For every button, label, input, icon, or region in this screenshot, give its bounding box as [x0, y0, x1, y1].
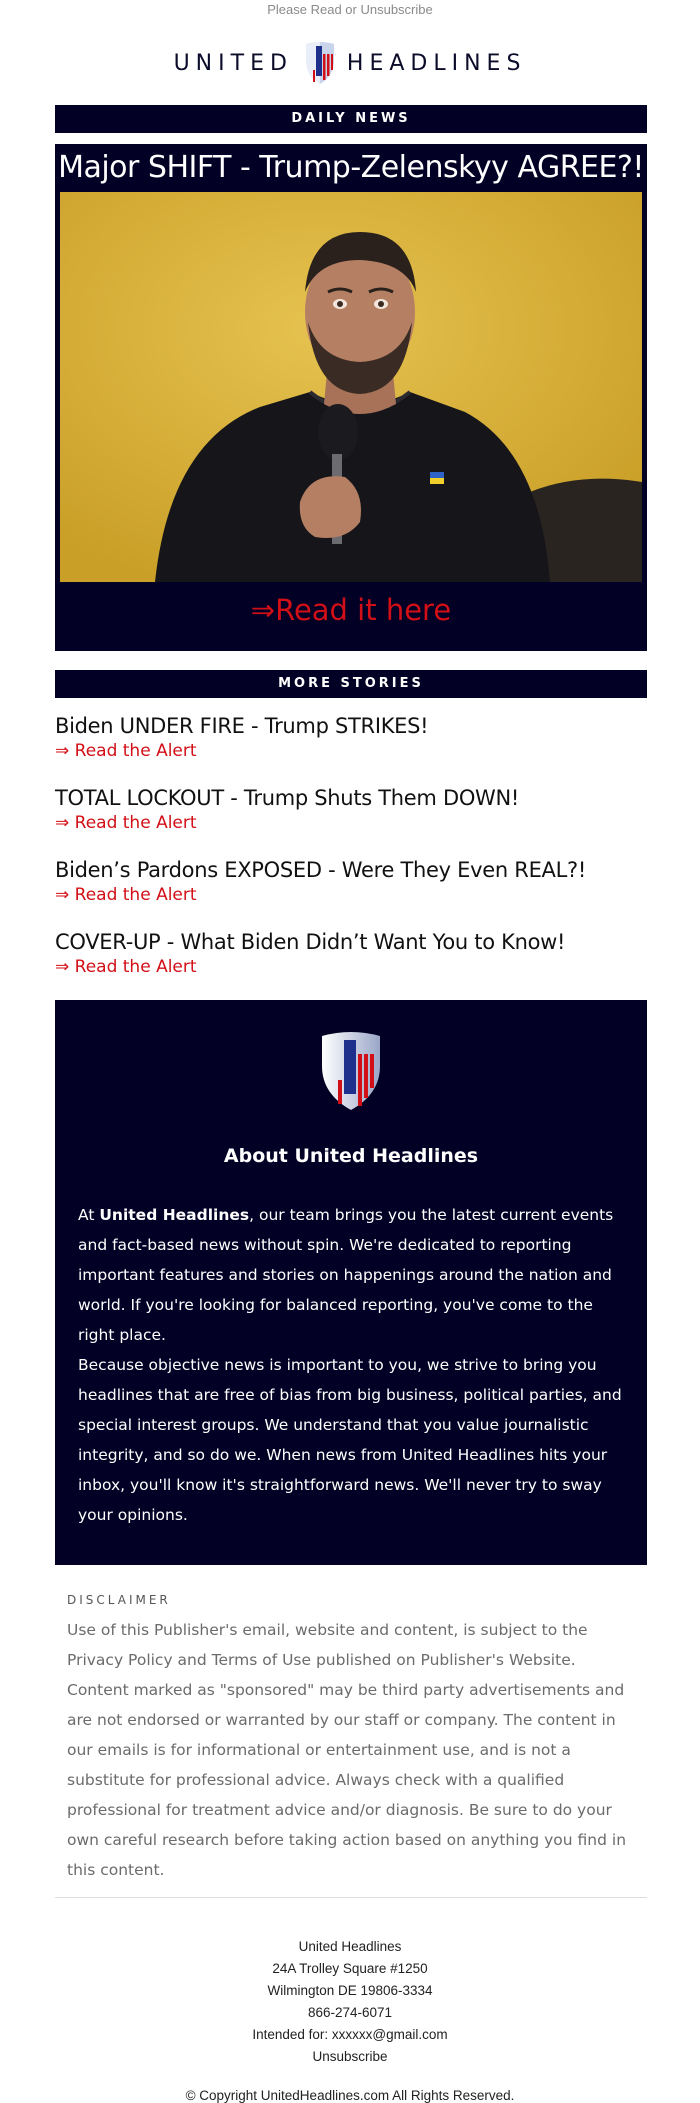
about-p1-rest: , our team brings you the latest current events and fact-based news without spin. We're dedicated to reporting important features and stories on happenings around the nation and world. If you're looking for balanced reporting, you've come to the right place. [78, 1206, 614, 1344]
disclaimer [67, 1593, 637, 1885]
about-title: About United Headlines [223, 1145, 479, 1167]
hero-photo[interactable] [60, 192, 642, 582]
shield-emblem-icon [318, 1030, 384, 1112]
divider [55, 1897, 647, 1898]
footer [0, 1936, 700, 2068]
footer-intended: Intended for: xxxxxx@gmail.com [252, 2027, 448, 2042]
brand-logo[interactable] [0, 38, 700, 88]
disclaimer-heading: DISCLAIMER [67, 1593, 171, 1607]
about-section [55, 1000, 647, 1565]
about-p1-prefix: At [78, 1206, 100, 1224]
read-alert-link[interactable]: ⇒ Read the Alert [55, 813, 197, 833]
story-item[interactable] [55, 856, 647, 908]
read-alert-link[interactable]: ⇒ Read the Alert [55, 885, 197, 905]
logo-word-left: UNITED [173, 50, 293, 76]
story-title[interactable]: TOTAL LOCKOUT - Trump Shuts Them DOWN! [55, 786, 520, 810]
portrait-illustration [60, 192, 642, 582]
hero-card[interactable] [55, 144, 647, 651]
story-title[interactable]: COVER-UP - What Biden Didn’t Want You to Know! [55, 930, 566, 954]
footer-address-1: 24A Trolley Square #1250 [272, 1961, 428, 1976]
story-item[interactable] [55, 928, 647, 980]
read-alert-link[interactable]: ⇒ Read the Alert [55, 741, 197, 761]
shield-logo-icon [303, 40, 337, 86]
logo-word-right: HEADLINES [346, 50, 527, 76]
about-paragraph-1 [78, 1200, 626, 1350]
story-title[interactable]: Biden UNDER FIRE - Trump STRIKES! [55, 714, 429, 738]
story-title[interactable]: Biden’s Pardons EXPOSED - Were They Even REAL?! [55, 858, 586, 882]
footer-phone: 866-274-6071 [307, 2005, 393, 2020]
footer-unsubscribe-link[interactable]: Unsubscribe [312, 2049, 388, 2064]
disclaimer-text: Use of this Publisher's email, website and content, is subject to the Privacy Policy and Terms of Use published on Publisher's Website. Content marked as "sponsored" may be third party advertisements and are not endorsed or warranted by our staff or company. The content in our emails is for informational or entertainment use, and is not a substitute for professional advice. Always check with a qualified professional for treatment advice and/or diagnosis. Be sure to do your own careful research before taking action based on anything you find in this content. [67, 1621, 627, 1879]
read-it-here-link[interactable]: ⇒Read it here [250, 593, 452, 627]
footer-address-2: Wilmington DE 19806-3334 [267, 1983, 433, 1998]
story-item[interactable] [55, 784, 647, 836]
footer-company: United Headlines [298, 1939, 402, 1954]
unsubscribe-link[interactable]: Please Read or Unsubscribe [267, 2, 433, 17]
about-brand: United Headlines [99, 1206, 250, 1224]
more-stories-bar: MORE STORIES [55, 670, 647, 698]
story-item[interactable] [55, 712, 647, 764]
daily-news-bar: DAILY NEWS [55, 105, 647, 133]
about-paragraph-2: Because objective news is important to you, we strive to bring you headlines that are free of bias from big business, political parties, and special interest groups. We understand that you value journalistic integrity, and so do we. When news from United Headlines hits your inbox, you'll know it's straightforward news. We'll never try to sway your opinions. [78, 1356, 622, 1524]
hero-title[interactable]: Major SHIFT - Trump-Zelenskyy AGREE?! [58, 150, 644, 185]
copyright: © Copyright UnitedHeadlines.com All Rights Reserved. [185, 2088, 515, 2103]
read-alert-link[interactable]: ⇒ Read the Alert [55, 957, 197, 977]
